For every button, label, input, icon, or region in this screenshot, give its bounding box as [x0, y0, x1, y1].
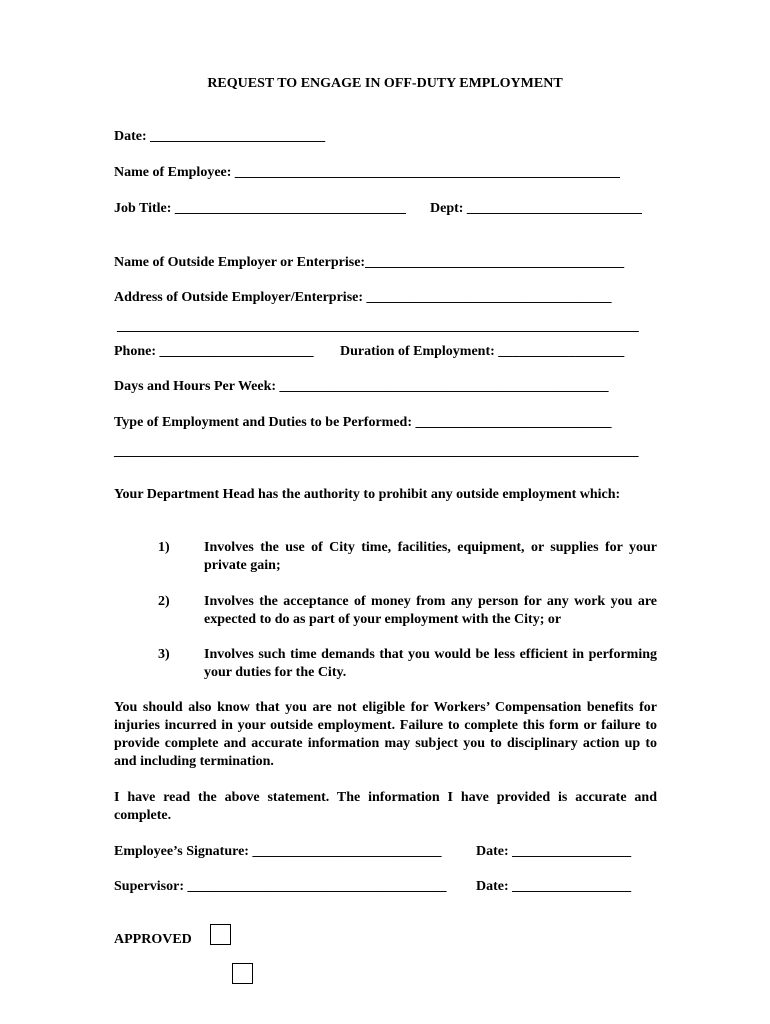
approved-label: APPROVED: [114, 932, 192, 947]
outside-employer-field[interactable]: Name of Outside Employer or Enterprise:_____________________________________: [114, 255, 625, 270]
job-title-field[interactable]: Job Title: _________________________________: [114, 201, 406, 216]
acknowledgement-statement: I have read the above statement. The information I have provided is accurate and complete.: [114, 790, 657, 823]
phone-field[interactable]: Phone: ______________________: [114, 344, 314, 359]
duration-field[interactable]: Duration of Employment: __________________: [340, 344, 625, 359]
not-approved-checkbox[interactable]: [232, 963, 253, 984]
page-title: REQUEST TO ENGAGE IN OFF-DUTY EMPLOYMENT: [207, 76, 563, 91]
supervisor-date-field[interactable]: Date: _________________: [476, 879, 632, 894]
condition-2-number: 2): [158, 594, 170, 609]
employee-name-field[interactable]: Name of Employee: _______________________________________________________: [114, 165, 620, 180]
outside-address-line2[interactable]: _______________________________________________________________________________: [117, 319, 639, 334]
date-field[interactable]: Date: _________________________: [114, 129, 326, 144]
workers-comp-notice: You should also know that you are not eligible for Workers’ Compensation benefits for injuries incurred in your outside employment. Failure to complete this form or failure to provide complete and accurate information may subject you to disciplinary action up to and including termination.: [114, 700, 657, 769]
employee-date-field[interactable]: Date: _________________: [476, 844, 632, 859]
type-duties-line2[interactable]: ________________________________________________________________________________: [114, 444, 639, 459]
approved-checkbox[interactable]: [210, 924, 231, 945]
condition-3-number: 3): [158, 647, 170, 662]
outside-address-field[interactable]: Address of Outside Employer/Enterprise: ___________________________________: [114, 290, 612, 305]
condition-3-text: Involves such time demands that you would be less efficient in performing your duties for the City.: [204, 647, 657, 680]
condition-2-text: Involves the acceptance of money from any person for any work you are expected to do as part of your employment with the City; or: [204, 594, 657, 627]
employee-signature-field[interactable]: Employee’s Signature: ___________________________: [114, 844, 442, 859]
days-hours-field[interactable]: Days and Hours Per Week: _______________________________________________: [114, 379, 609, 394]
authority-intro: Your Department Head has the authority to prohibit any outside employment which:: [114, 487, 621, 502]
dept-field[interactable]: Dept: _________________________: [430, 201, 642, 216]
condition-1-number: 1): [158, 540, 170, 555]
condition-1-text: Involves the use of City time, facilities, equipment, or supplies for your private gain;: [204, 540, 657, 573]
type-duties-field[interactable]: Type of Employment and Duties to be Performed: ____________________________: [114, 415, 612, 430]
supervisor-field[interactable]: Supervisor: _____________________________________: [114, 879, 447, 894]
